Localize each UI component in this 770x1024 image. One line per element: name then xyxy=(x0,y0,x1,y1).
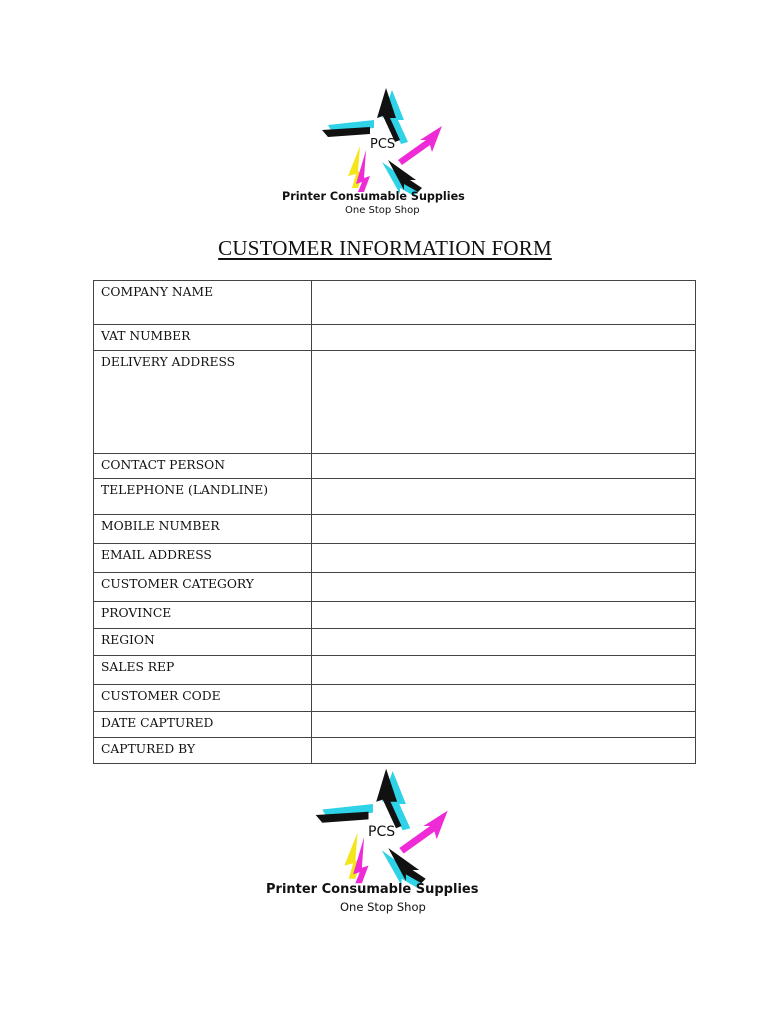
field-label: CAPTURED BY xyxy=(94,738,312,764)
contact-person-field[interactable] xyxy=(312,454,696,479)
field-label: SALES REP xyxy=(94,656,312,685)
table-row xyxy=(94,629,696,656)
table-row xyxy=(94,454,696,479)
delivery-address-field[interactable] xyxy=(312,351,696,454)
table-row xyxy=(94,544,696,573)
field-label: TELEPHONE (LANDLINE) xyxy=(94,479,312,515)
field-label: COMPANY NAME xyxy=(94,281,312,325)
field-label: MOBILE NUMBER xyxy=(94,515,312,544)
logo-tagline: One Stop Shop xyxy=(345,205,420,216)
table-row xyxy=(94,515,696,544)
table-row xyxy=(94,479,696,515)
logo-initials: PCS xyxy=(368,824,396,840)
table-row xyxy=(94,685,696,712)
field-label: CONTACT PERSON xyxy=(94,454,312,479)
table-row xyxy=(94,351,696,454)
vat-number-field[interactable] xyxy=(312,325,696,351)
table-row xyxy=(94,656,696,685)
company-name-field[interactable] xyxy=(312,281,696,325)
form-title: CUSTOMER INFORMATION FORM xyxy=(218,236,552,260)
customer-code-field[interactable] xyxy=(312,685,696,712)
customer-category-field[interactable] xyxy=(312,573,696,602)
table-row xyxy=(94,573,696,602)
date-captured-field[interactable] xyxy=(312,712,696,738)
logo-tagline: One Stop Shop xyxy=(340,900,426,914)
logo-initials: PCS xyxy=(370,137,396,152)
table-row xyxy=(94,281,696,325)
region-field[interactable] xyxy=(312,629,696,656)
province-field[interactable] xyxy=(312,602,696,629)
field-label: REGION xyxy=(94,629,312,656)
field-label: CUSTOMER CATEGORY xyxy=(94,573,312,602)
field-label: DELIVERY ADDRESS xyxy=(94,351,312,454)
sales-rep-field[interactable] xyxy=(312,656,696,685)
table-row xyxy=(94,712,696,738)
table-row xyxy=(94,602,696,629)
logo-company-name: Printer Consumable Supplies xyxy=(266,882,479,897)
telephone-landline-field[interactable] xyxy=(312,479,696,515)
field-label: PROVINCE xyxy=(94,602,312,629)
mobile-number-field[interactable] xyxy=(312,515,696,544)
field-label: CUSTOMER CODE xyxy=(94,685,312,712)
field-label: VAT NUMBER xyxy=(94,325,312,351)
field-label: DATE CAPTURED xyxy=(94,712,312,738)
logo-company-name: Printer Consumable Supplies xyxy=(282,190,465,203)
email-address-field[interactable] xyxy=(312,544,696,573)
field-label: EMAIL ADDRESS xyxy=(94,544,312,573)
customer-information-table xyxy=(93,280,696,764)
table-row xyxy=(94,325,696,351)
